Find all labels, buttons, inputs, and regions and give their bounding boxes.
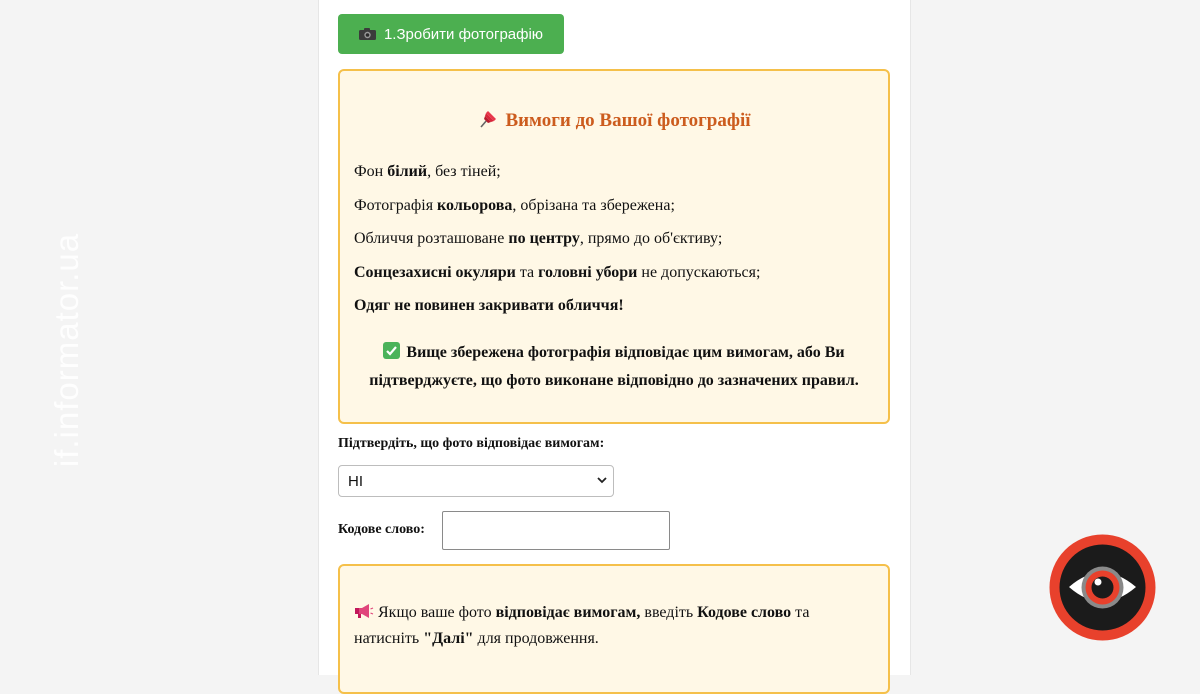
info-emphasis: "Далі"	[423, 630, 474, 647]
info-segment: та натисніть	[354, 604, 810, 647]
megaphone-icon	[354, 602, 374, 618]
requirement-background	[354, 162, 501, 182]
req-text: , прямо до об'єктиву;	[579, 230, 723, 247]
info-emphasis: відповідає вимогам,	[495, 604, 641, 621]
req-emphasis: білий	[387, 163, 428, 180]
confirm-select[interactable]	[338, 465, 614, 497]
requirements-title-text: Вимоги до Вашої фотографії	[505, 110, 751, 131]
requirement-face-center	[354, 229, 722, 249]
requirements-box	[338, 69, 890, 424]
req-emphasis: по центру	[508, 230, 580, 247]
take-photo-label: 1.Зробити фотографію	[383, 25, 544, 43]
pin-icon	[477, 109, 499, 129]
codeword-input[interactable]	[442, 511, 670, 550]
info-segment: введіть	[640, 604, 698, 621]
chevron-down-icon	[597, 477, 607, 484]
req-text: та	[515, 264, 539, 281]
req-text: , обрізана та збережена;	[512, 197, 675, 214]
requirement-no-glasses	[354, 263, 760, 283]
take-photo-button[interactable]	[338, 14, 564, 54]
confirmation-text: Вище збережена фотографія відповідає цим вимогам, або Ви підтверджуєте, що фото виконане відповідно до зазначених правил.	[369, 344, 859, 389]
req-text: , без тіней;	[427, 163, 501, 180]
requirements-confirmation	[360, 339, 868, 395]
info-emphasis: Кодове слово	[697, 604, 792, 621]
req-emphasis: головні убори	[538, 264, 638, 281]
info-text	[354, 600, 848, 652]
req-text: Обличчя розташоване	[354, 230, 509, 247]
confirm-label: Підтвердіть, що фото відповідає вимогам:	[338, 436, 605, 451]
confirm-select-value: НІ	[348, 472, 363, 490]
requirement-color	[354, 196, 675, 216]
req-emphasis: Сонцезахисні окуляри	[354, 264, 516, 281]
check-icon	[383, 342, 400, 359]
req-text: не допускаються;	[637, 264, 761, 281]
requirements-title	[340, 109, 888, 132]
requirement-clothing: Одяг не повинен закривати обличчя!	[354, 297, 624, 314]
req-emphasis: кольорова	[437, 197, 513, 214]
watermark: if.informator.ua	[48, 232, 85, 468]
req-text: Фон	[354, 163, 388, 180]
camera-icon	[359, 28, 376, 40]
info-segment: Якщо ваше фото	[378, 604, 496, 621]
info-segment: для продовження.	[473, 630, 599, 647]
req-text: Фотографія	[354, 197, 438, 214]
codeword-label: Кодове слово:	[338, 522, 425, 537]
eye-logo	[1049, 534, 1156, 641]
